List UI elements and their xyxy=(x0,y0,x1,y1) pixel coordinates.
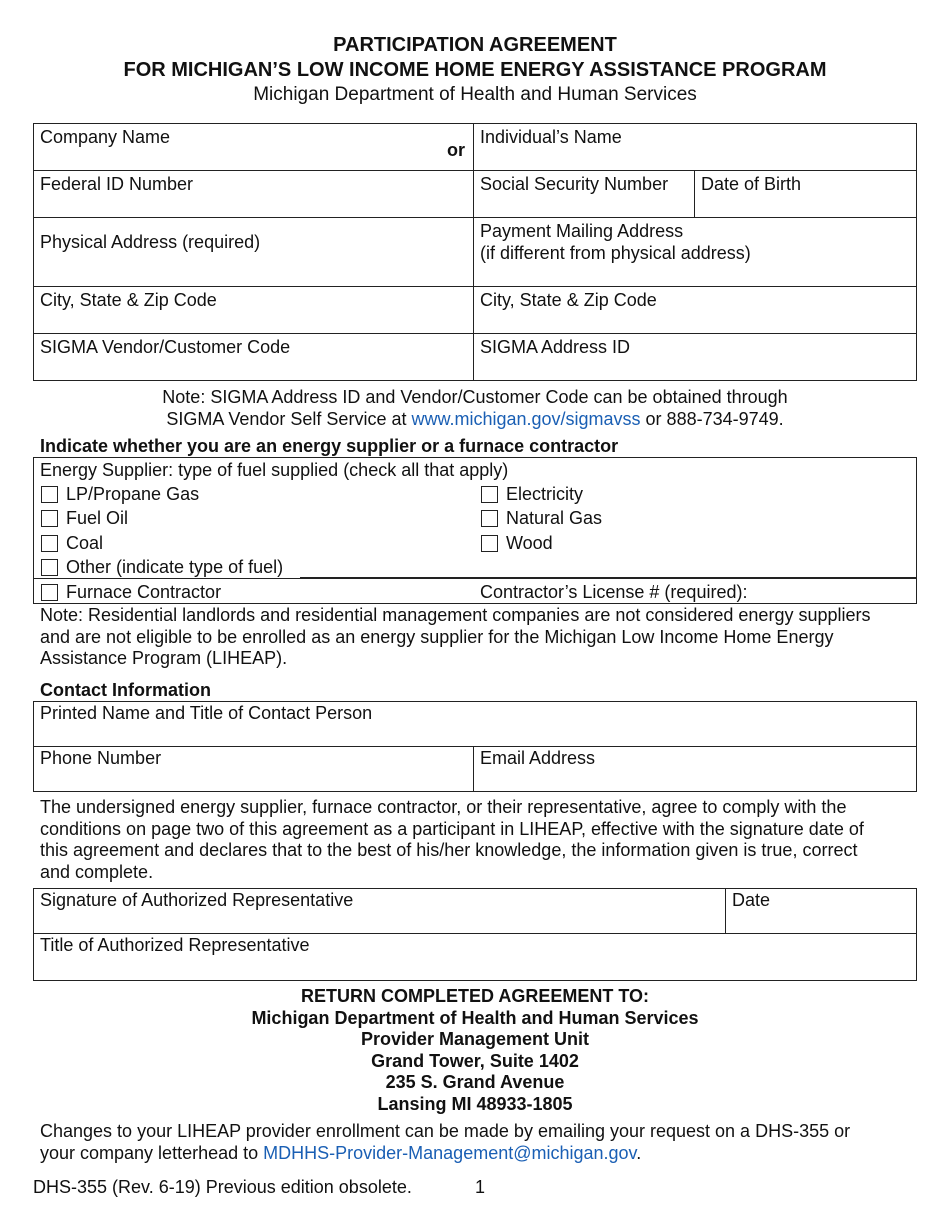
landlord-note xyxy=(40,605,910,670)
wood-option[interactable] xyxy=(481,532,553,554)
coal-checkbox[interactable] xyxy=(41,535,58,552)
lp-propane-option[interactable] xyxy=(41,483,199,505)
identity-row-line xyxy=(33,286,917,287)
other-fuel-checkbox[interactable] xyxy=(41,559,58,576)
sigma-vendor-code-field[interactable] xyxy=(40,336,290,358)
agreement-line4: and complete. xyxy=(40,862,154,883)
return-heading: RETURN COMPLETED AGREEMENT TO: xyxy=(300,986,649,1006)
wood-label: Wood xyxy=(506,533,553,553)
electricity-option[interactable] xyxy=(481,483,583,505)
electricity-checkbox[interactable] xyxy=(481,486,498,503)
changes-line2 xyxy=(40,1143,910,1165)
contact-divider xyxy=(473,746,474,792)
city-state-zip-right-field[interactable] xyxy=(480,289,657,311)
representative-title-label: Title of Authorized Representative xyxy=(40,935,310,955)
fuel-oil-label: Fuel Oil xyxy=(66,508,129,528)
contractor-license-label: Contractor’s License # (required): xyxy=(480,582,748,602)
dob-field[interactable] xyxy=(701,173,801,195)
individual-name-label: Individual’s Name xyxy=(480,127,622,147)
signature-label: Signature of Authorized Representative xyxy=(40,890,354,910)
electricity-label: Electricity xyxy=(506,484,584,504)
company-name-field[interactable] xyxy=(40,126,170,148)
return-department: Michigan Department of Health and Human Services xyxy=(251,1007,699,1028)
payment-address-sublabel: (if different from physical address) xyxy=(480,243,751,263)
sigma-note-text: SIGMA Vendor Self Service at xyxy=(166,409,412,429)
natural-gas-label: Natural Gas xyxy=(506,508,603,528)
return-street: 235 S. Grand Avenue xyxy=(385,1072,565,1093)
form-title-line2: FOR MICHIGAN’S LOW INCOME HOME ENERGY ASSISTANCE PROGRAM xyxy=(123,59,827,81)
ssn-dob-divider xyxy=(694,170,695,217)
changes-line1: Changes to your LIHEAP provider enrollment can be made by emailing your request on a DHS-355 or xyxy=(40,1121,851,1141)
fuel-type-label: Energy Supplier: type of fuel supplied (check all that apply) xyxy=(40,460,509,480)
lp-propane-checkbox[interactable] xyxy=(41,486,58,503)
identity-row-line xyxy=(33,170,917,171)
dob-label: Date of Birth xyxy=(701,174,802,194)
fuel-oil-option[interactable] xyxy=(41,507,128,529)
payment-address-label: Payment Mailing Address xyxy=(480,221,684,241)
other-fuel-option[interactable] xyxy=(41,556,283,578)
phone-number-label: Phone Number xyxy=(40,748,162,768)
provider-management-email-link[interactable]: MDHHS-Provider-Management@michigan.gov xyxy=(263,1142,637,1163)
sigma-note-line2 xyxy=(0,408,950,430)
agreement-line2: conditions on page two of this agreement as a participant in LIHEAP, effective with the signature date of xyxy=(40,818,864,839)
sigma-vendor-code-label: SIGMA Vendor/Customer Code xyxy=(40,337,291,357)
phone-number-field[interactable] xyxy=(40,747,161,769)
sigma-note-phone: or 888-734-9749. xyxy=(640,409,784,429)
coal-label: Coal xyxy=(66,533,104,553)
natural-gas-checkbox[interactable] xyxy=(481,510,498,527)
department-name: Michigan Department of Health and Human Services xyxy=(253,84,697,105)
landlord-note-line1: Note: Residential landlords and residential management companies are not considered energy suppliers xyxy=(40,605,871,625)
changes-period: . xyxy=(636,1142,642,1163)
form-title-line1: PARTICIPATION AGREEMENT xyxy=(333,34,617,56)
supplier-divider xyxy=(33,578,917,579)
ssn-field[interactable] xyxy=(480,173,668,195)
landlord-note-line2: and are not eligible to be enrolled as an energy supplier for the Michigan Low Income Home Energy xyxy=(40,626,834,647)
agreement-line1: The undersigned energy supplier, furnace contractor, or their representative, agree to comply with the xyxy=(40,797,847,817)
contact-person-field[interactable] xyxy=(40,702,372,724)
city-state-zip-left-field[interactable] xyxy=(40,289,217,311)
supplier-heading: Indicate whether you are an energy supplier or a furnace contractor xyxy=(40,436,619,456)
contact-person-label: Printed Name and Title of Contact Person xyxy=(40,703,373,723)
agreement-paragraph xyxy=(40,797,910,884)
city-state-zip-right-label: City, State & Zip Code xyxy=(480,290,657,310)
identity-divider xyxy=(473,123,474,381)
lp-propane-label: LP/Propane Gas xyxy=(66,484,200,504)
furnace-contractor-label: Furnace Contractor xyxy=(66,582,222,602)
email-address-field[interactable] xyxy=(480,747,595,769)
furnace-contractor-option[interactable] xyxy=(41,581,221,603)
identity-row-line xyxy=(33,217,917,218)
ssn-label: Social Security Number xyxy=(480,174,669,194)
email-address-label: Email Address xyxy=(480,748,596,768)
individual-name-field[interactable] xyxy=(480,126,622,148)
signature-field[interactable] xyxy=(40,889,353,911)
page-number: 1 xyxy=(475,1177,486,1197)
city-state-zip-left-label: City, State & Zip Code xyxy=(40,290,217,310)
sigma-address-id-field[interactable] xyxy=(480,336,630,358)
contact-heading: Contact Information xyxy=(40,680,211,700)
signature-date-divider xyxy=(725,888,726,933)
wood-checkbox[interactable] xyxy=(481,535,498,552)
representative-title-field[interactable] xyxy=(40,934,309,956)
natural-gas-option[interactable] xyxy=(481,507,602,529)
furnace-contractor-checkbox[interactable] xyxy=(41,584,58,601)
other-fuel-input-line[interactable] xyxy=(300,577,917,578)
form-id: DHS-355 (Rev. 6-19) Previous edition obsolete. xyxy=(33,1177,412,1197)
return-city: Lansing MI 48933-1805 xyxy=(377,1093,573,1114)
landlord-note-line3: Assistance Program (LIHEAP). xyxy=(40,648,288,669)
return-unit: Provider Management Unit xyxy=(360,1029,590,1050)
contact-row-line xyxy=(33,746,917,747)
changes-text: your company letterhead to xyxy=(40,1142,264,1163)
payment-address-field[interactable] xyxy=(480,220,751,264)
physical-address-field[interactable] xyxy=(40,231,260,253)
or-label: or xyxy=(447,140,465,160)
federal-id-label: Federal ID Number xyxy=(40,174,194,194)
signature-date-field[interactable] xyxy=(732,889,770,911)
identity-row-line xyxy=(33,333,917,334)
other-fuel-label: Other (indicate type of fuel) xyxy=(66,557,284,577)
sigma-address-id-label: SIGMA Address ID xyxy=(480,337,631,357)
signature-date-label: Date xyxy=(732,890,771,910)
federal-id-field[interactable] xyxy=(40,173,193,195)
return-suite: Grand Tower, Suite 1402 xyxy=(371,1050,579,1071)
changes-paragraph xyxy=(40,1121,910,1164)
return-address-block xyxy=(0,986,950,1116)
contractor-license-field[interactable] xyxy=(480,581,747,603)
coal-option[interactable] xyxy=(41,532,103,554)
sigma-note-line1: Note: SIGMA Address ID and Vendor/Customer Code can be obtained through xyxy=(162,387,788,407)
company-name-label: Company Name xyxy=(40,127,171,147)
agreement-line3: this agreement and declares that to the best of his/her knowledge, the information given is true, correct xyxy=(40,840,858,861)
physical-address-label: Physical Address (required) xyxy=(40,232,261,252)
sigma-vss-link[interactable]: www.michigan.gov/sigmavss xyxy=(411,409,641,429)
fuel-oil-checkbox[interactable] xyxy=(41,510,58,527)
